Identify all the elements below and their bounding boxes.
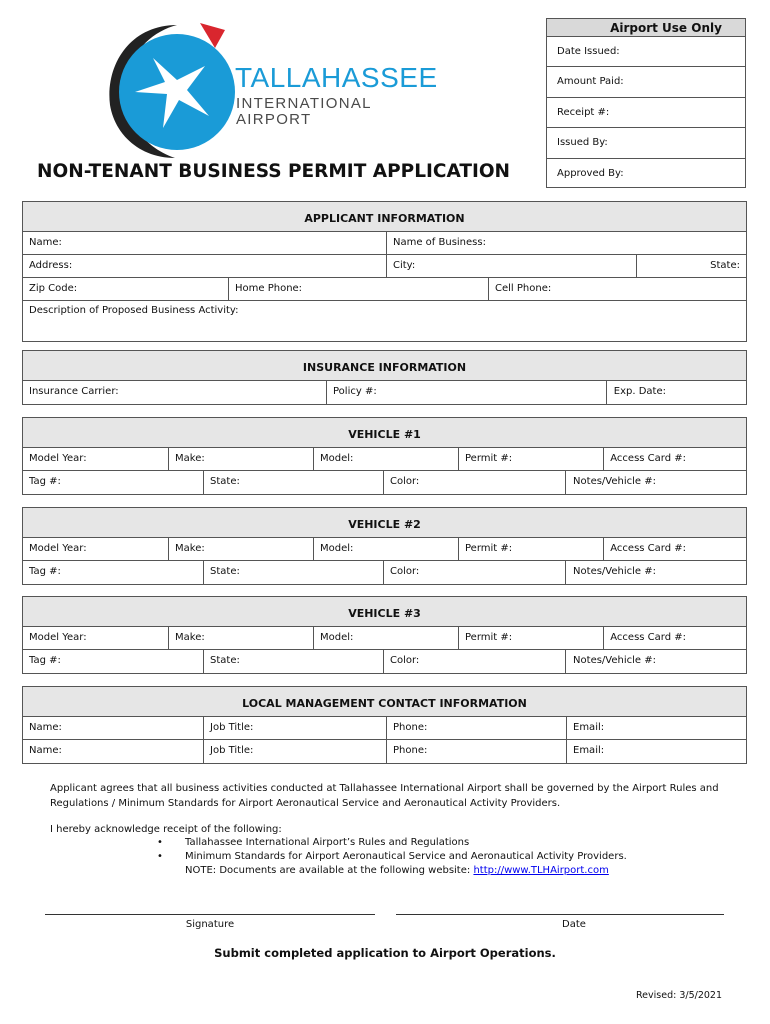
policy-number-field[interactable]: Policy #: [326,381,606,404]
date-label: Date [562,919,586,930]
vehicle-3-section [22,596,747,674]
applicant-row-4 [23,301,746,341]
applicant-name-field[interactable]: Name: [29,237,62,248]
ack-item-standards: Minimum Standards for Airport Aeronautical Service and Aeronautical Activity Providers. [185,851,627,862]
vehicle-1-row-1 [23,448,746,471]
insurance-header: INSURANCE INFORMATION [23,351,746,381]
vehicle-1-notes-field[interactable]: Notes/Vehicle #: [565,471,746,494]
vehicle-1-header: VEHICLE #1 [23,418,746,448]
contact-1-phone-field[interactable]: Phone: [386,717,566,739]
insurance-row [23,381,746,404]
contact-2-phone-field[interactable]: Phone: [386,740,566,763]
form-title: NON-TENANT BUSINESS PERMIT APPLICATION [37,161,511,182]
vehicle-1-permit-field[interactable]: Permit #: [458,448,603,470]
contact-2-name-field[interactable]: Name: [29,745,62,756]
insurance-carrier-field[interactable]: Insurance Carrier: [29,386,119,397]
date-issued-field[interactable]: Date Issued: [547,37,745,67]
list-item: • Minimum Standards for Airport Aeronautical Service and Aeronautical Activity Providers. [157,851,627,862]
contact-header: LOCAL MANAGEMENT CONTACT INFORMATION [23,687,746,717]
vehicle-1-tag-field[interactable]: Tag #: [29,476,61,487]
business-name-field[interactable]: Name of Business: [386,232,746,254]
contact-2-job-title-field[interactable]: Job Title: [203,740,386,763]
submit-instruction: Submit completed application to Airport Operations. [214,946,556,960]
applicant-header: APPLICANT INFORMATION [23,202,746,232]
cell-phone-field[interactable]: Cell Phone: [488,278,746,300]
date-line[interactable] [396,914,724,915]
list-item: • Tallahassee International Airport’s Rules and Regulations [157,837,470,848]
vehicle-3-permit-field[interactable]: Permit #: [458,627,603,649]
vehicle-3-header: VEHICLE #3 [23,597,746,627]
vehicle-3-access-card-field[interactable]: Access Card #: [603,627,746,649]
applicant-row-2 [23,255,746,278]
vehicle-2-tag-field[interactable]: Tag #: [29,566,61,577]
agreement-text: Applicant agrees that all business activities conducted at Tallahassee International Airport shall be governed by the Airport Rules and Regulations / Minimum Standards for Airport Aeronautical Service and Aeronautical Activity Providers. [50,783,719,809]
vehicle-2-color-field[interactable]: Color: [383,561,565,584]
home-phone-field[interactable]: Home Phone: [228,278,488,300]
vehicle-1-model-field[interactable]: Model: [313,448,458,470]
vehicle-3-row-2 [23,650,746,673]
website-link[interactable]: http://www.TLHAirport.com [473,865,609,876]
contact-1-email-field[interactable]: Email: [566,717,746,739]
website-note: NOTE: Documents are available at the following website: [185,865,474,876]
vehicle-1-section [22,417,747,495]
address-field[interactable]: Address: [29,260,73,271]
signature-label: Signature [185,919,235,930]
vehicle-1-model-year-field[interactable]: Model Year: [29,453,87,464]
applicant-section [22,201,747,342]
business-description-field[interactable]: Description of Proposed Business Activity: [29,305,239,316]
city-field[interactable]: City: [386,255,636,277]
vehicle-2-notes-field[interactable]: Notes/Vehicle #: [565,561,746,584]
vehicle-1-make-field[interactable]: Make: [168,448,313,470]
logo-globe-icon [105,20,235,160]
airport-use-box [546,18,746,188]
vehicle-2-model-field[interactable]: Model: [313,538,458,560]
contact-1-name-field[interactable]: Name: [29,722,62,733]
contact-1-job-title-field[interactable]: Job Title: [203,717,386,739]
acknowledge-intro: I hereby acknowledge receipt of the following: [50,824,282,835]
list-item [155,864,627,878]
exp-date-field[interactable]: Exp. Date: [606,381,746,404]
amount-paid-field[interactable]: Amount Paid: [547,67,745,97]
vehicle-3-row-1 [23,627,746,650]
revised-date: Revised: 3/5/2021 [636,990,722,1001]
airport-use-header: Airport Use Only [547,19,745,37]
vehicle-2-permit-field[interactable]: Permit #: [458,538,603,560]
receipt-field[interactable]: Receipt #: [547,98,745,128]
issued-by-field[interactable]: Issued By: [547,128,745,158]
vehicle-3-model-field[interactable]: Model: [313,627,458,649]
logo-name: TALLAHASSEE [235,62,438,93]
vehicle-1-row-2 [23,471,746,494]
acknowledge-list [155,836,627,878]
vehicle-3-make-field[interactable]: Make: [168,627,313,649]
applicant-row-1 [23,232,746,255]
vehicle-1-color-field[interactable]: Color: [383,471,565,494]
airport-logo [105,20,450,160]
signature-line[interactable] [45,914,375,915]
logo-subtitle: INTERNATIONAL AIRPORT [236,95,372,128]
contact-row-1 [23,717,746,740]
vehicle-2-header: VEHICLE #2 [23,508,746,538]
contact-2-email-field[interactable]: Email: [566,740,746,763]
applicant-row-3 [23,278,746,301]
vehicle-3-color-field[interactable]: Color: [383,650,565,673]
vehicle-2-model-year-field[interactable]: Model Year: [29,543,87,554]
vehicle-2-make-field[interactable]: Make: [168,538,313,560]
insurance-section [22,350,747,405]
vehicle-2-section [22,507,747,585]
vehicle-3-model-year-field[interactable]: Model Year: [29,632,87,643]
vehicle-3-state-field[interactable]: State: [203,650,383,673]
vehicle-2-row-2 [23,561,746,584]
contact-row-2 [23,740,746,763]
approved-by-field[interactable]: Approved By: [557,167,624,179]
vehicle-2-access-card-field[interactable]: Access Card #: [603,538,746,560]
vehicle-2-row-1 [23,538,746,561]
state-field[interactable]: State: [636,255,746,277]
vehicle-1-state-field[interactable]: State: [203,471,383,494]
vehicle-1-access-card-field[interactable]: Access Card #: [603,448,746,470]
ack-item-rules: Tallahassee International Airport’s Rules and Regulations [185,837,470,848]
vehicle-2-state-field[interactable]: State: [203,561,383,584]
vehicle-3-notes-field[interactable]: Notes/Vehicle #: [565,650,746,673]
zip-code-field[interactable]: Zip Code: [29,283,78,294]
contact-section [22,686,747,764]
vehicle-3-tag-field[interactable]: Tag #: [29,655,61,666]
